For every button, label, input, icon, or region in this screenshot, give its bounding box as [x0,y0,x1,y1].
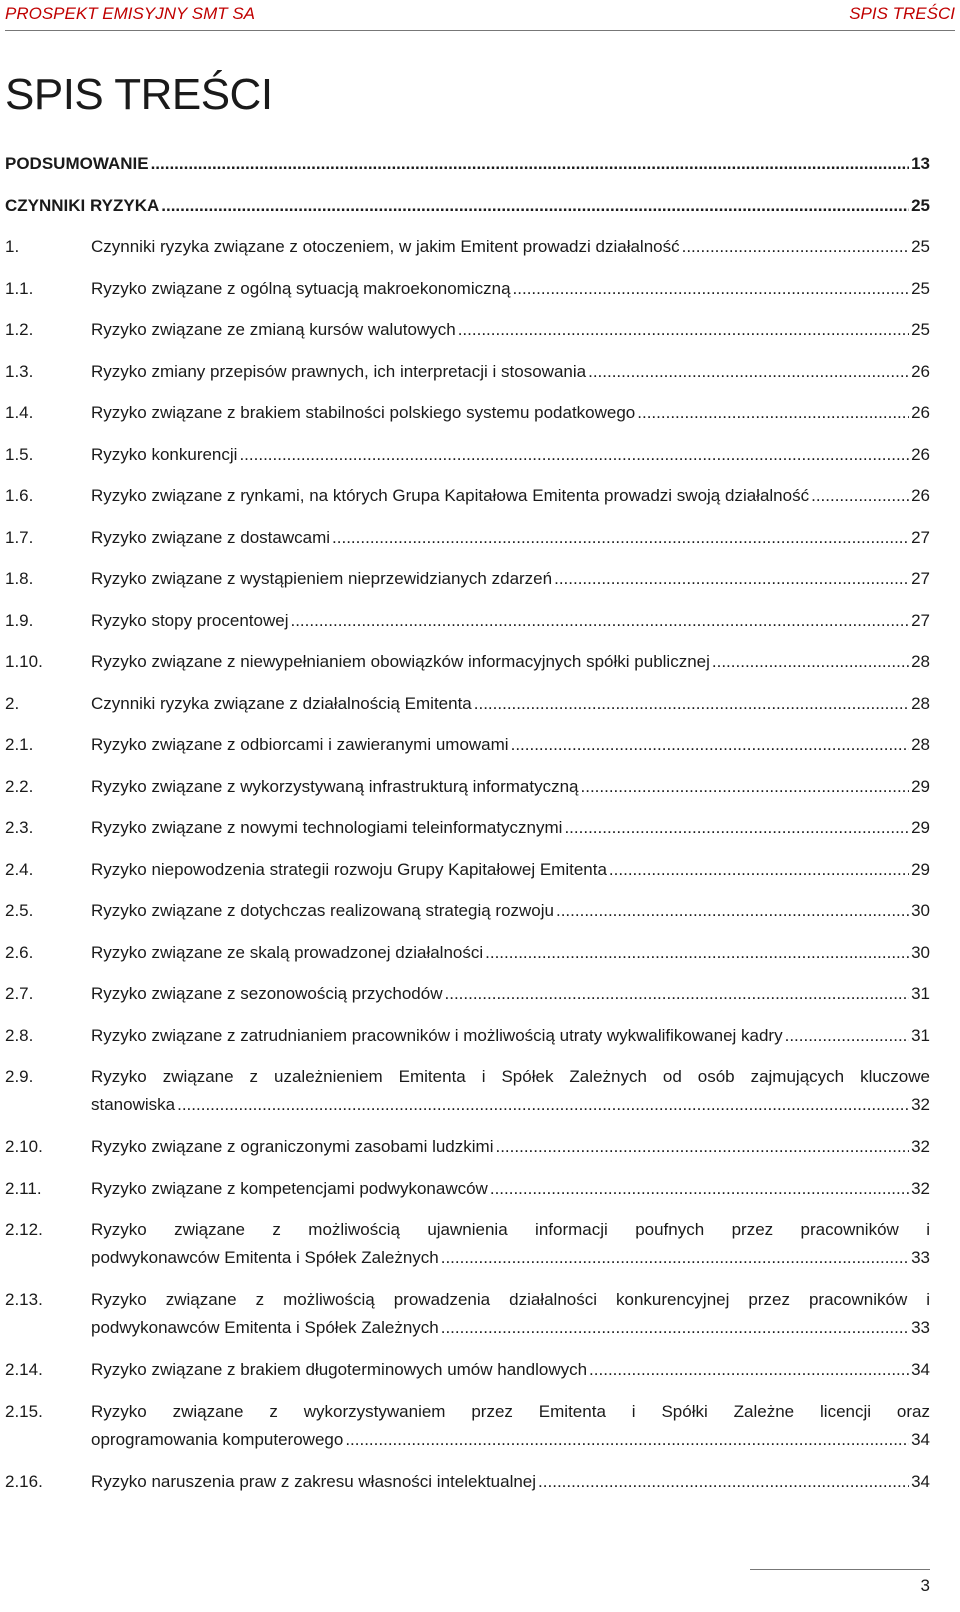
toc-entry-number: 2.7. [5,984,34,1003]
toc-entry-title: oprogramowania komputerowego [91,1429,344,1449]
toc-entry[interactable] [5,980,930,1022]
dot-leader [474,690,909,718]
toc-entry-title: Ryzyko związane z ogólną sytuacją makroekonomiczną [91,278,511,298]
toc-entry-page: 28 [911,735,930,754]
toc-entry-number: 2.1. [5,735,34,754]
header-section-title: SPIS TREŚCI [849,4,955,23]
toc-entry-number: 2.3. [5,818,34,837]
toc-entry[interactable] [5,607,930,649]
toc-entry-page: 29 [911,859,930,879]
dot-leader [609,856,909,884]
toc-entry-title: podwykonawców Emitenta i Spółek Zależnych [91,1248,439,1267]
toc-entry[interactable] [5,441,930,483]
toc-entry-number: 2.14. [5,1360,43,1379]
toc-entry-title: Ryzyko związane z kompetencjami podwykonawców [91,1178,488,1198]
toc-entry-number: 2.9. [5,1067,34,1086]
toc-entry-page: 26 [911,486,930,505]
toc-entry-number: 2.6. [5,942,34,962]
dot-leader [177,1091,909,1119]
toc-entry[interactable] [5,192,930,234]
dot-leader [538,1468,909,1496]
toc-entry[interactable] [5,233,930,275]
toc-entry[interactable] [5,690,930,732]
toc-entry[interactable] [5,275,930,317]
toc-entry-title: podwykonawców Emitenta i Spółek Zależnych [91,1318,439,1337]
toc-entry-number: 2.5. [5,901,34,920]
dot-leader [589,1356,909,1384]
toc-entry[interactable] [5,1133,930,1175]
toc-entry-page: 25 [911,320,930,339]
dot-leader [485,939,909,967]
toc-entry-page: 32 [911,1095,930,1114]
toc-entry-title: Ryzyko związane z uzależnieniem Emitenta i Spółek Zależnych od osób zajmujących kluczowe [91,1067,930,1086]
toc-entry[interactable] [5,897,930,939]
toc-entry-page: 13 [911,154,930,173]
toc-entry-title: Ryzyko związane z wykorzystywaniem przez Emitenta i Spółki Zależne licencji oraz [91,1401,930,1421]
toc-entry-title: Czynniki ryzyka związane z otoczeniem, w jakim Emitent prowadzi działalność [91,237,680,256]
toc-entry-title: Ryzyko związane z niewypełnianiem obowiązków informacyjnych spółki publicznej [91,652,710,671]
dot-leader [441,1314,909,1342]
toc-entry-page: 29 [911,818,930,837]
toc-entry-title: stanowiska [91,1095,176,1114]
dot-leader [495,1133,909,1161]
toc-entry-title: Ryzyko związane z sezonowością przychodów [91,984,443,1003]
toc-entry[interactable] [5,648,930,690]
toc-entry-number: 1.10. [5,652,43,671]
dot-leader [239,441,909,469]
toc-entry-page: 26 [911,361,930,381]
dot-leader [345,1426,909,1454]
toc-entry-title: Czynniki ryzyka związane z działalnością Emitenta [91,693,472,713]
toc-entry-page: 28 [911,652,930,671]
dot-leader [441,1244,909,1272]
dot-leader [637,399,909,427]
toc-entry-page: 25 [911,237,930,256]
running-header [5,4,955,31]
toc-entry-number: 2.11. [5,1178,42,1198]
toc-entry-title: Ryzyko związane z brakiem długoterminowych umów handlowych [91,1360,588,1379]
toc-entry-page: 30 [911,901,930,920]
dot-leader [151,150,910,178]
toc-entry-title: Ryzyko związane z dotychczas realizowaną strategią rozwoju [91,901,554,920]
toc-entry-page: 30 [911,942,930,962]
toc-entry-title: Ryzyko związane z odbiorcami i zawieranymi umowami [91,735,509,754]
dot-leader [581,773,910,801]
toc-entry-page: 25 [911,195,930,215]
toc-entry[interactable] [5,565,930,607]
toc-entry-number: 1.6. [5,486,34,505]
toc-entry-number: 2.15. [5,1401,43,1421]
toc-entry[interactable] [5,1286,930,1356]
toc-entry[interactable] [5,150,930,192]
dot-leader [290,607,909,635]
toc-entry-page: 34 [911,1471,930,1491]
toc-entry-title: Ryzyko związane ze skalą prowadzonej działalności [91,942,484,962]
toc-entry-title: Ryzyko związane z rynkami, na których Grupa Kapitałowa Emitenta prowadzi swoją działalność [91,486,810,505]
toc-entry-page: 27 [911,569,930,588]
toc-entry-page: 25 [911,278,930,298]
dot-leader [564,814,909,842]
toc-entry[interactable] [5,358,930,400]
toc-entry-title: Ryzyko związane z możliwością prowadzenia działalności konkurencyjnej przez pracowników i [91,1290,930,1309]
toc-entry-title: Ryzyko związane z brakiem stabilności polskiego systemu podatkowego [91,403,636,422]
toc-entry-page: 33 [911,1248,930,1267]
toc-entry[interactable] [5,1063,930,1133]
toc-entry-page: 32 [911,1137,930,1156]
toc-entry-number: 1.3. [5,361,34,381]
toc-entry-number: 1.7. [5,527,34,547]
toc-entry-title: Ryzyko związane z dostawcami [91,527,331,547]
toc-entry[interactable] [5,773,930,815]
toc-entry-title: Ryzyko niepowodzenia strategii rozwoju Grupy Kapitałowej Emitenta [91,859,607,879]
toc-entry-title: Ryzyko związane z wystąpieniem nieprzewidzianych zdarzeń [91,569,553,588]
toc-entry-page: 26 [911,403,930,422]
toc-entry-title: Ryzyko konkurencji [91,444,238,464]
toc-entry-page: 27 [911,527,930,547]
toc-entry[interactable] [5,856,930,898]
dot-leader [554,565,909,593]
toc-entry-number: 2.4. [5,859,34,879]
toc-entry[interactable] [5,731,930,773]
toc-entry-number: 1.8. [5,569,34,588]
toc-entry-title: Ryzyko zmiany przepisów prawnych, ich interpretacji i stosowania [91,361,587,381]
toc-entry-number: 2.16. [5,1471,43,1491]
toc-entry[interactable] [5,814,930,856]
toc-entry-number: 2. [5,693,20,713]
toc-entry-title: Ryzyko związane z wykorzystywaną infrastrukturą informatyczną [91,776,579,796]
toc-entry-number: 2.8. [5,1025,34,1045]
table-of-contents [5,150,930,1509]
toc-entry[interactable] [5,1356,930,1398]
dot-leader [445,980,910,1008]
page-title: SPIS TREŚCI [5,70,273,119]
toc-entry-number: 1.9. [5,610,34,630]
toc-entry[interactable] [5,939,930,981]
toc-entry-page: 34 [911,1360,930,1379]
toc-entry-title: Ryzyko związane z ograniczonymi zasobami ludzkimi [91,1137,494,1156]
toc-entry-title: Ryzyko związane z zatrudnianiem pracowników i możliwością utraty wykwalifikowanej kadry [91,1025,783,1045]
toc-entry-page: 33 [911,1318,930,1337]
toc-entry-number: 1.1. [5,278,34,298]
toc-entry-number: 1. [5,237,20,256]
toc-entry-page: 32 [911,1178,930,1198]
page-number: 3 [920,1576,930,1595]
dot-leader [513,275,910,303]
dot-leader [682,233,909,261]
toc-entry[interactable] [5,482,930,524]
toc-entry-number: 1.5. [5,444,34,464]
toc-entry[interactable] [5,1022,930,1064]
dot-leader [712,648,909,676]
toc-entry[interactable] [5,1398,930,1468]
toc-entry-title: Ryzyko związane z nowymi technologiami teleinformatycznymi [91,818,563,837]
toc-entry[interactable] [5,1175,930,1217]
toc-entry-title: CZYNNIKI RYZYKA [5,195,160,215]
dot-leader [785,1022,909,1050]
dot-leader [811,482,909,510]
toc-entry[interactable] [5,399,930,441]
toc-entry-page: 27 [911,610,930,630]
dot-leader [332,524,909,552]
toc-entry[interactable] [5,1216,930,1286]
toc-entry-page: 31 [911,1025,930,1045]
toc-entry-page: 31 [911,984,930,1003]
toc-entry-number: 1.2. [5,320,34,339]
toc-entry-title: PODSUMOWANIE [5,154,149,173]
toc-entry[interactable] [5,316,930,358]
toc-entry-page: 29 [911,776,930,796]
dot-leader [588,358,909,386]
dot-leader [490,1175,909,1203]
toc-entry-title: Ryzyko związane z możliwością ujawnienia informacji poufnych przez pracowników i [91,1220,930,1239]
toc-entry-page: 28 [911,693,930,713]
toc-entry-title: Ryzyko związane ze zmianą kursów walutowych [91,320,456,339]
toc-entry-title: Ryzyko stopy procentowej [91,610,289,630]
dot-leader [458,316,909,344]
toc-entry-number: 2.10. [5,1137,43,1156]
toc-entry-title: Ryzyko naruszenia praw z zakresu własności intelektualnej [91,1471,537,1491]
dot-leader [161,192,909,220]
toc-entry-number: 2.13. [5,1290,43,1309]
toc-entry[interactable] [5,524,930,566]
toc-entry[interactable] [5,1468,930,1510]
dot-leader [511,731,909,759]
dot-leader [556,897,909,925]
toc-entry-number: 1.4. [5,403,34,422]
toc-entry-page: 34 [911,1429,930,1449]
toc-entry-number: 2.12. [5,1220,43,1239]
page-footer [750,1569,930,1598]
header-document-title: PROSPEKT EMISYJNY SMT SA [5,4,256,23]
toc-entry-page: 26 [911,444,930,464]
toc-entry-number: 2.2. [5,776,34,796]
